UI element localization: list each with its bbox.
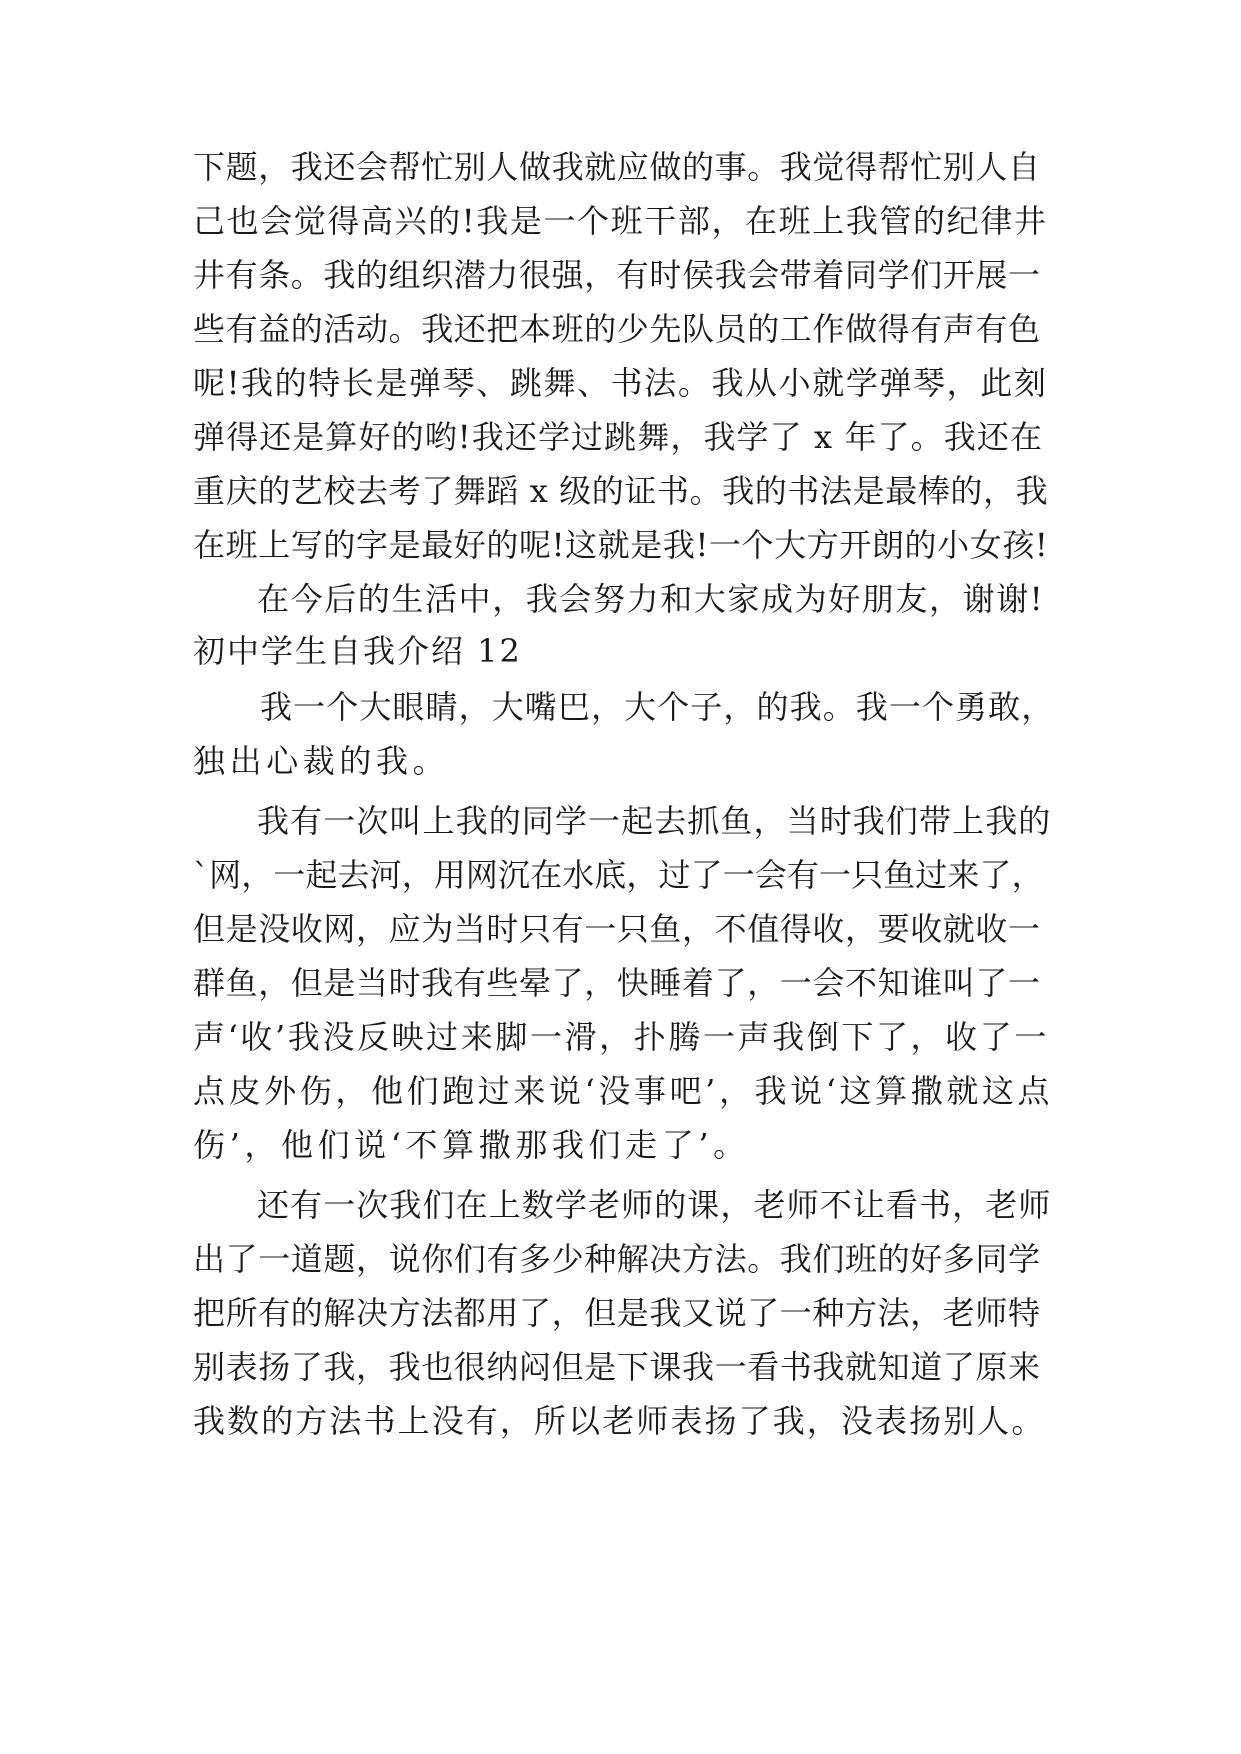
text-line: 在今后的生活中，我会努力和大家成为好朋友，谢谢! (257, 580, 1045, 618)
text-line: 弹得还是算好的哟!我还学过跳舞，我学了 x 年了。我还在 (193, 418, 1044, 456)
text-line: 井有条。我的组织潜力很强，有时侯我会带着同学们开展一 (193, 256, 1041, 294)
text-line: 伤’，他们说‘不算撒那我们走了’。 (193, 1126, 750, 1164)
text-line: 独出心裁的我。 (193, 742, 450, 780)
text-line: 点皮外伤，他们跑过来说‘没事吧’，我说‘这算撒就这点 (193, 1072, 1054, 1110)
text-line: 我有一次叫上我的同学一起去抓鱼，当时我们带上我的 (257, 802, 1052, 840)
text-line: 还有一次我们在上数学老师的课，老师不让看书，老师 (257, 1186, 1052, 1224)
text-line: 下题，我还会帮忙别人做我就应做的事。我觉得帮忙别人自 (193, 148, 1041, 186)
text-line: 在班上写的字是最好的呢!这就是我!一个大方开朗的小女孩! (193, 526, 1049, 564)
text-line: 但是没收网，应为当时只有一只鱼，不值得收，要收就收一 (193, 910, 1041, 948)
text-line: 我数的方法书上没有，所以老师表扬了我，没表扬别人。 (193, 1402, 1046, 1440)
text-line: 重庆的艺校去考了舞蹈 x 级的证书。我的书法是最棒的，我 (193, 472, 1049, 510)
text-line: `网，一起去河，用网沉在水底，过了一会有一只鱼过来了， (193, 856, 1044, 894)
text-line: 些有益的活动。我还把本班的少先队员的工作做得有声有色 (193, 310, 1041, 348)
text-line: 群鱼，但是当时我有些晕了，快睡着了，一会不知谁叫了一 (193, 964, 1041, 1002)
text-line: 我一个大眼睛，大嘴巴，大个子，的我。我一个勇敢， (260, 688, 1055, 726)
text-line: 把所有的解决方法都用了，但是我又说了一种方法，老师特 (193, 1294, 1041, 1332)
section-heading: 初中学生自我介绍 12 (193, 632, 522, 670)
text-line: 别表扬了我，我也很纳闷但是下课我一看书我就知道了原来 (193, 1348, 1041, 1386)
text-line: 己也会觉得高兴的!我是一个班干部，在班上我管的纪律井 (193, 202, 1048, 240)
text-line: 出了一道题，说你们有多少种解决方法。我们班的好多同学 (193, 1240, 1041, 1278)
text-line: 声‘收’我没反映过来脚一滑，扑腾一声我倒下了，收了一 (193, 1018, 1049, 1056)
text-line: 呢!我的特长是弹琴、跳舞、书法。我从小就学弹琴，此刻 (193, 364, 1048, 402)
